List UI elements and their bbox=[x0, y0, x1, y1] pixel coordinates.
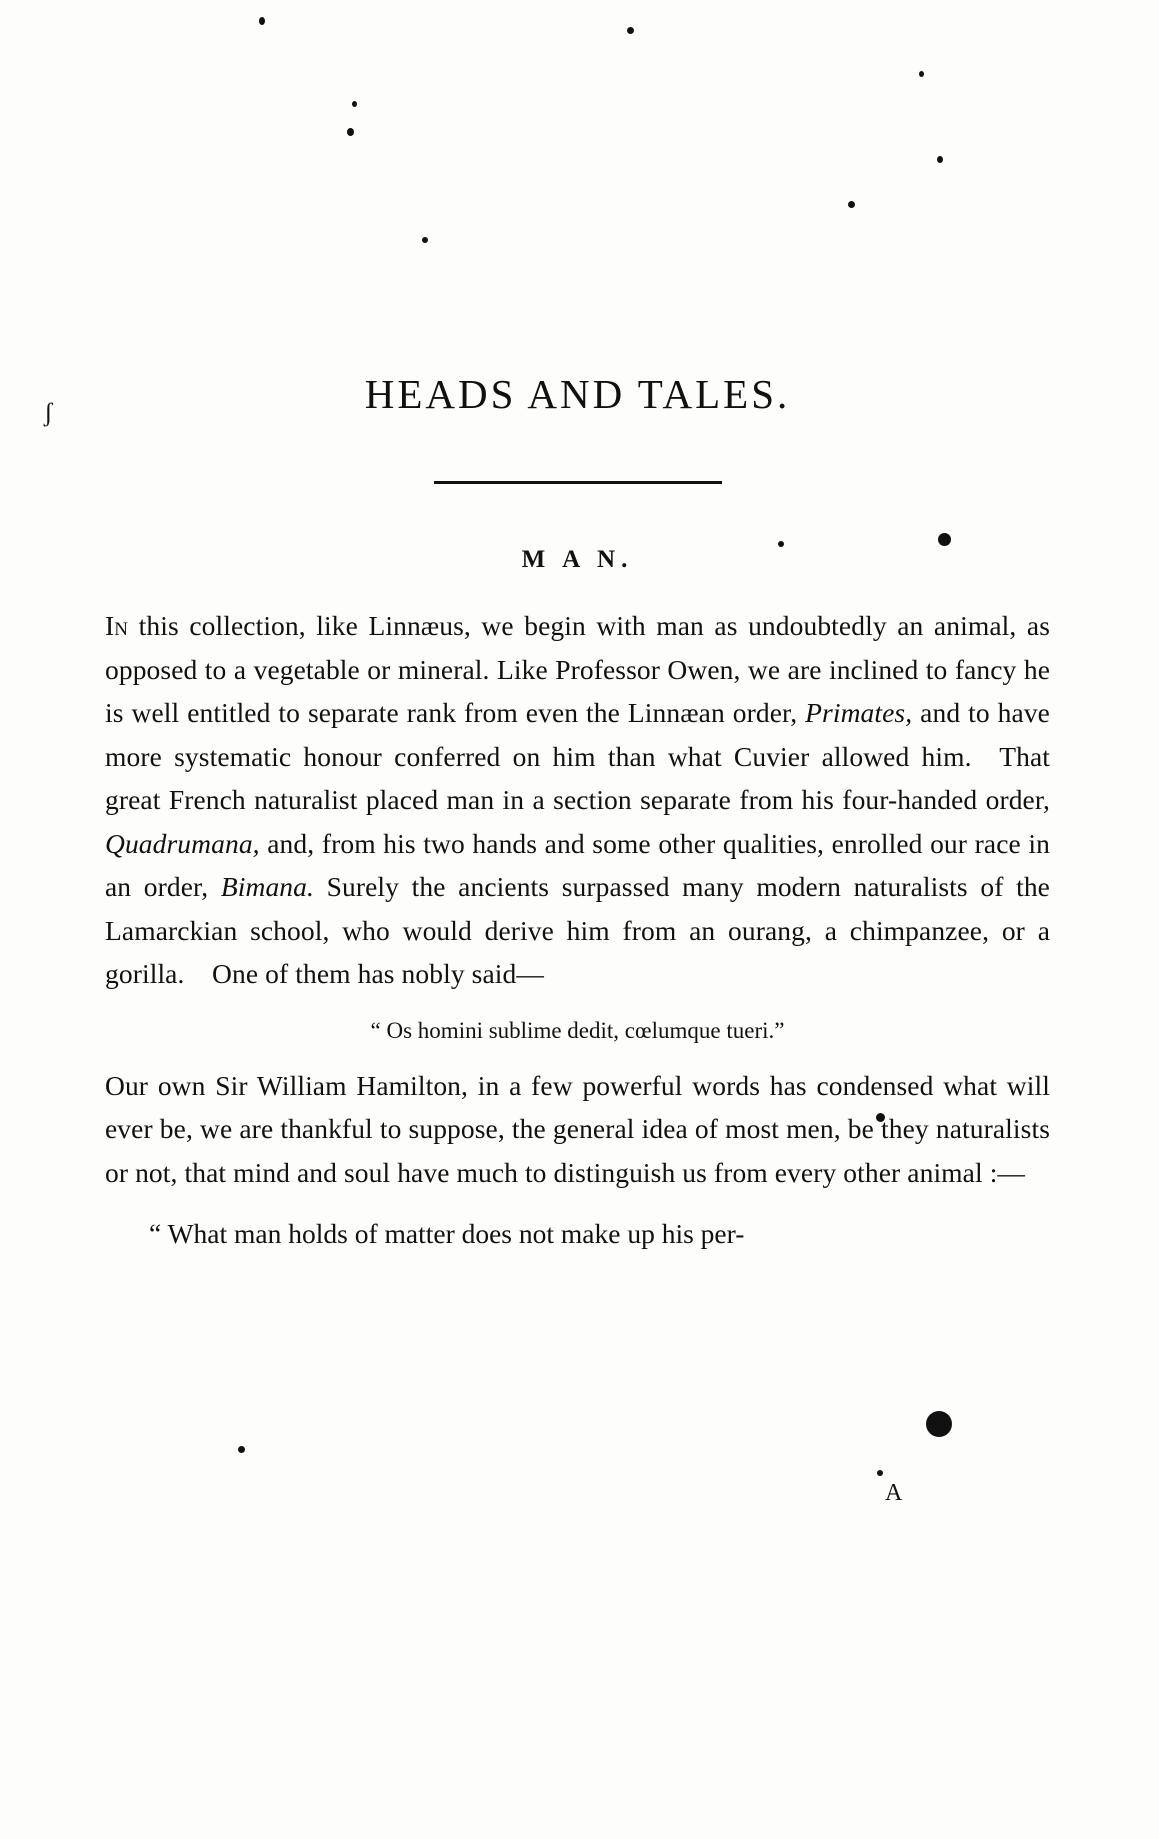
taxon-quadrumana: Quadrumana, bbox=[105, 827, 260, 859]
margin-scribble: ʃ bbox=[44, 398, 53, 427]
page-title: HEADS AND TALES. bbox=[364, 371, 791, 417]
paragraph-one-text-a: this collection, like Linnæus, we begin with man as undoubtedly an animal, as opposed to a vegetable or mineral. Like Professor Owen, we are inclined to fancy he is well entitled to separate rank from even the Linnæan order, bbox=[105, 610, 1050, 728]
paragraph-three-quote: “ What man holds of matter does not make up his per- bbox=[149, 1218, 745, 1249]
divider-rule bbox=[434, 481, 722, 484]
dust-speck bbox=[238, 1446, 245, 1453]
paragraph-one bbox=[105, 604, 1050, 996]
latin-quotation: “ Os homini sublime dedit, cœlumque tueri.” bbox=[370, 1017, 785, 1043]
paragraph-one-text-d: Surely the ancients surpassed many modern naturalists of the Lamarckian school, who would derive him from an ourang, a chimpanzee, or a gorilla. One of them has nobly said— bbox=[105, 871, 1050, 989]
paragraph-two: Our own Sir William Hamilton, in a few powerful words has condensed what will ever be, we are thankful to suppose, the general idea of most men, be they naturalists or not, that mind and soul have much to distinguish us from every other animal :— bbox=[105, 1069, 1050, 1188]
taxon-primates: Primates, bbox=[805, 697, 913, 728]
dust-speck bbox=[926, 1411, 952, 1437]
taxon-bimana: Bimana. bbox=[220, 871, 314, 902]
signature-mark: A bbox=[885, 1480, 903, 1506]
paragraph-one-text-b: and to have more systematic honour conferred on him than what Cuvier allowed him. That great French naturalist placed man in a section separate from his four-handed order, bbox=[105, 697, 1050, 815]
paragraph-one-lead-word: In bbox=[105, 610, 129, 641]
dust-speck bbox=[877, 1470, 883, 1476]
page-content bbox=[105, 0, 1050, 1256]
paragraph-one-text-c: and, from his two hands and some other qualities, enrolled our race in an order, bbox=[105, 827, 1050, 902]
chapter-heading: M A N. bbox=[521, 546, 634, 573]
